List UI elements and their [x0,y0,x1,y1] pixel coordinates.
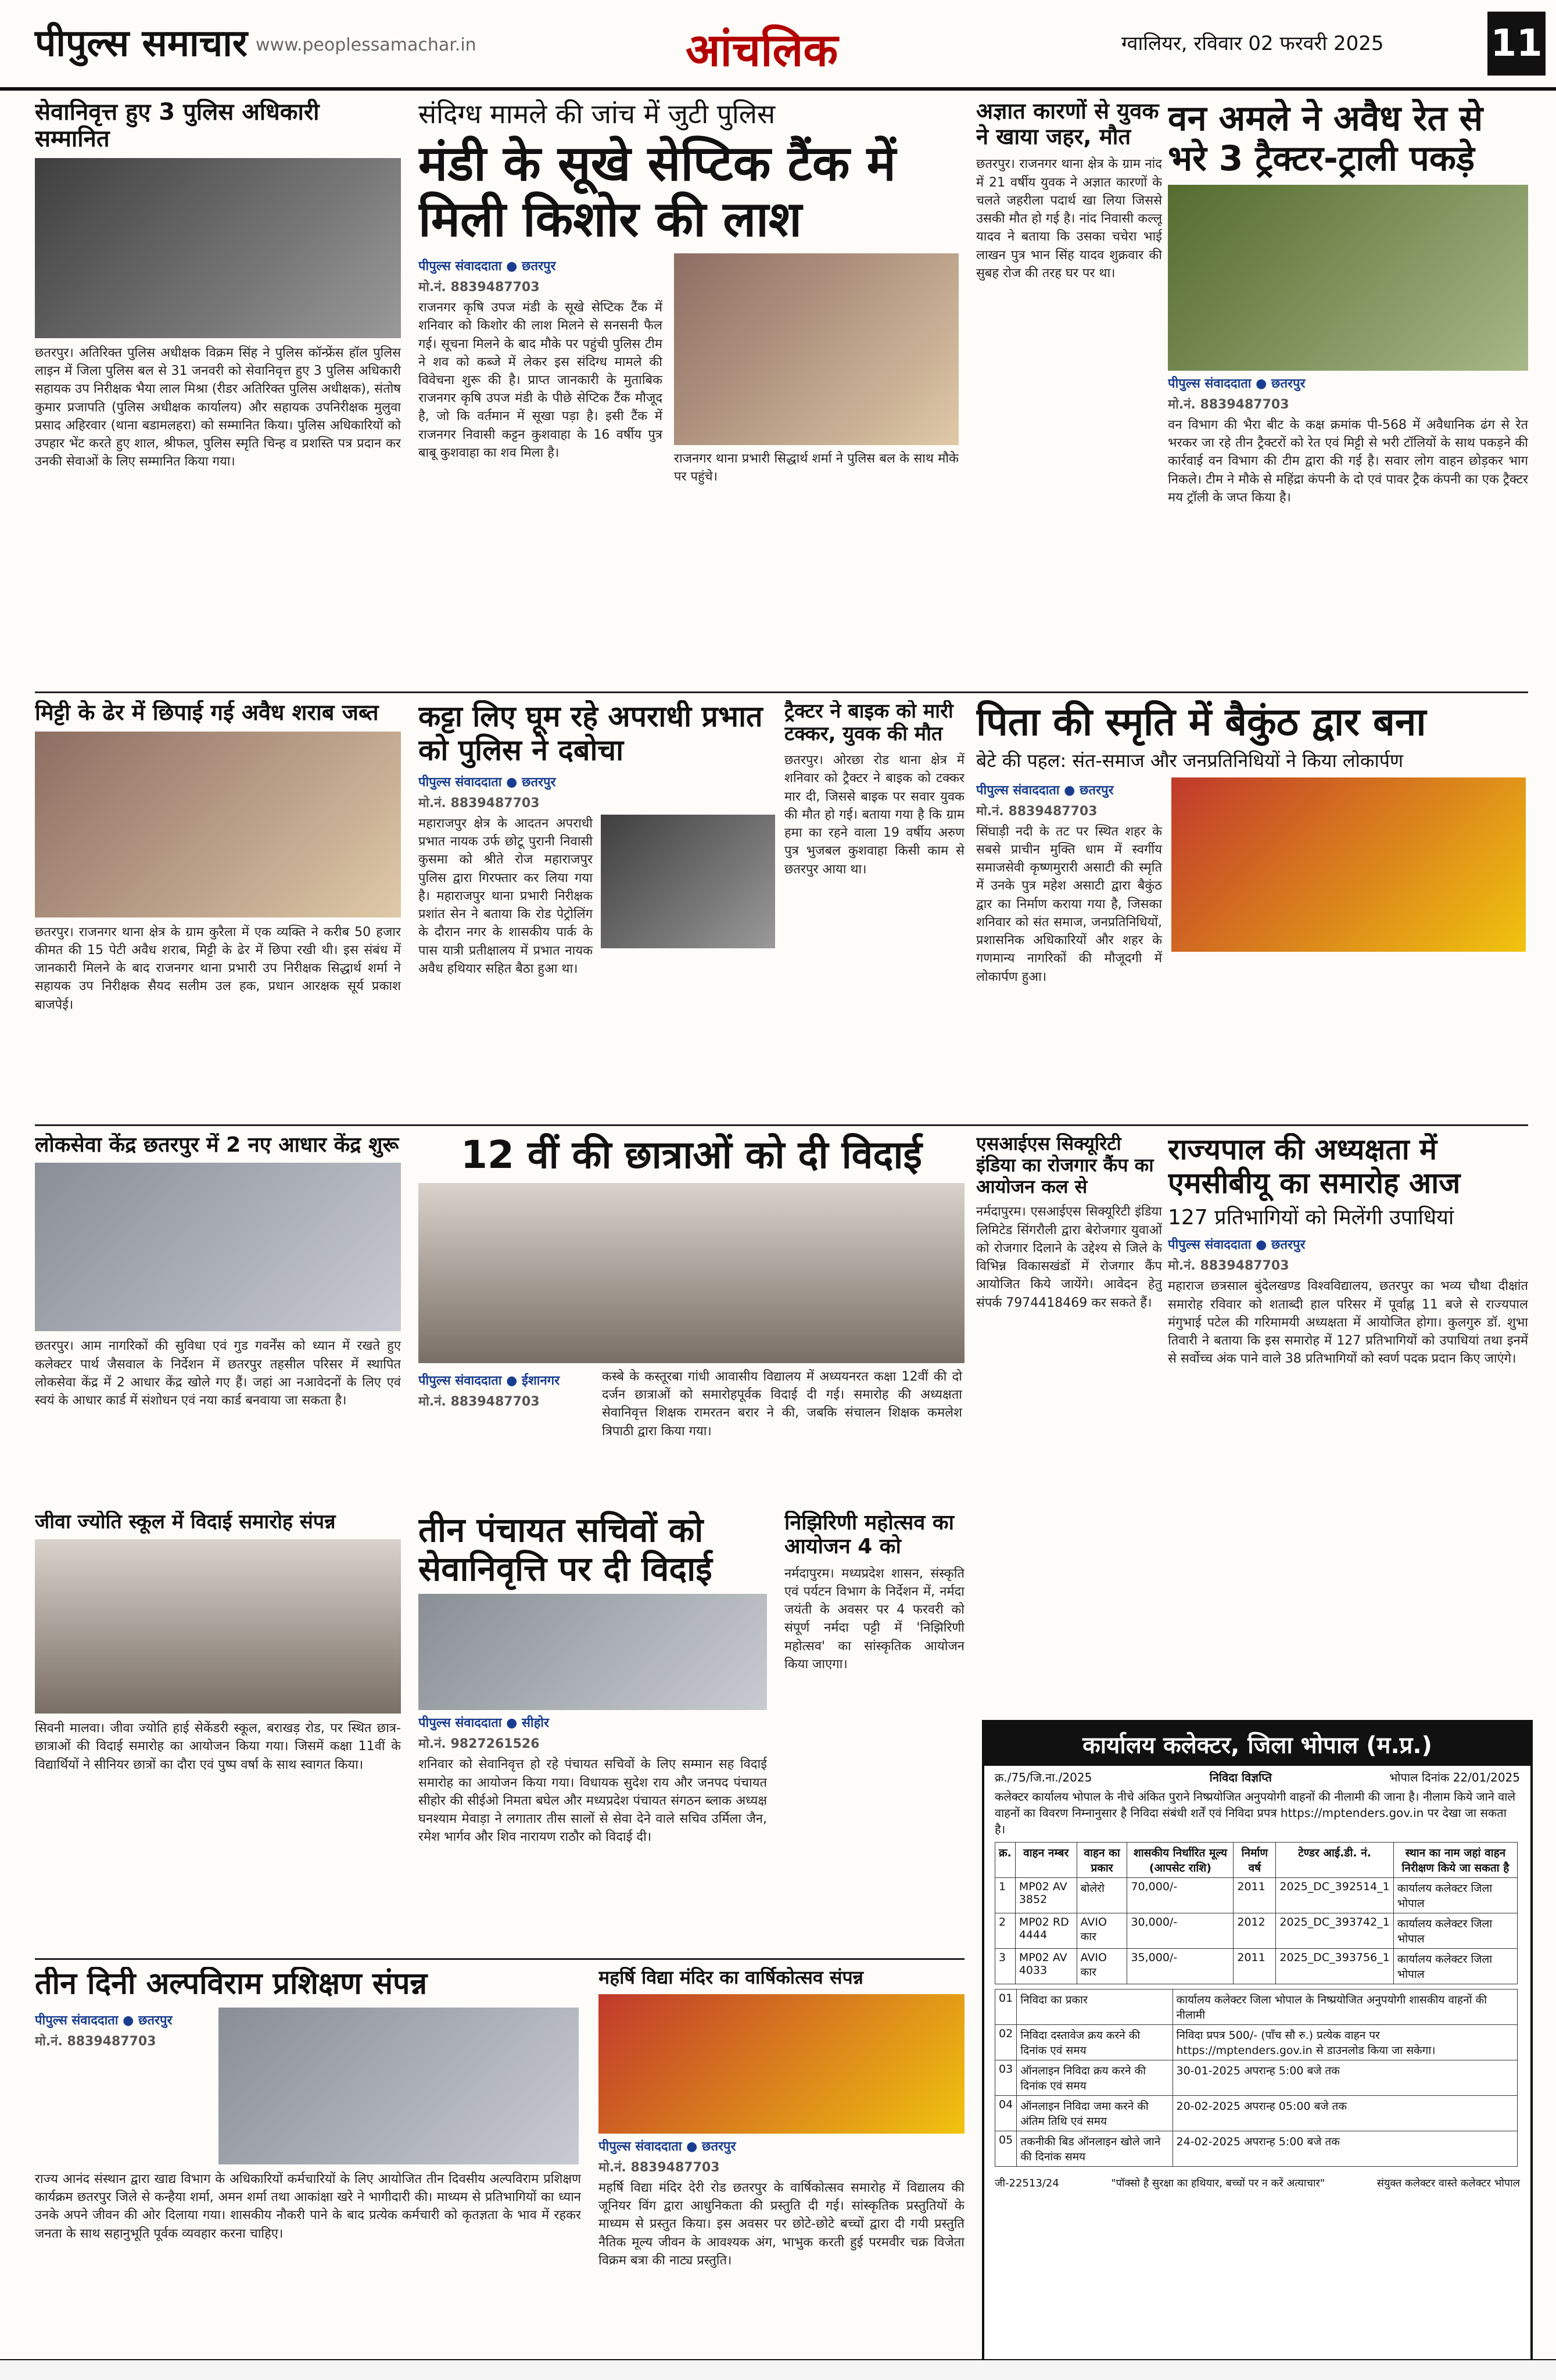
table-cell: 2025_DC_393742_1 [1276,1913,1393,1949]
story-nijhirini-festival [784,1511,965,1952]
table-cell: MP02 AV 3852 [1015,1878,1077,1913]
headline: सेवानिवृत्त हुए 3 पुलिस अधिकारी सम्मानित [35,99,320,152]
story-poison [976,99,1162,686]
photo-arrest [601,815,775,948]
table-cell: 01 [995,1990,1017,2025]
table-cell: AVIO कार [1077,1913,1127,1949]
phone: मो.नं. 8839487703 [418,280,540,295]
notice-slogan: "पॉक्सो है सुरक्षा का हथियार, बच्चों पर न करें अत्याचार" [1111,2177,1325,2189]
masthead [0,0,1556,91]
table-cell: कार्यालय कलेक्टर जिला भोपाल [1393,1878,1517,1913]
schedule-row [995,2131,1518,2167]
photo-inauguration [1171,777,1526,952]
headline: मिट्टी के ढेर में छिपाई गई अवैध शराब जब्त [35,700,379,725]
story-mcbu-convocation [1168,1133,1528,1714]
table-cell: 70,000/- [1127,1878,1234,1913]
story-jeeva-jyoti [35,1511,401,1952]
story-body: महर्षि विद्या मंदिर देरी रोड छतरपुर के वार्षिकोत्सव समारोह में विद्यालय की जूनियर विंग द्वारा आधुनिकता की प्रस्तुति दी गई। सांस्कृतिक प्रस्तुतियों के माध्यम से प्रस्तुत किया। इस अवसर पर छोटे-छोटे बच्चों द्वारा दी गयी प्रस्तुति नैतिक मूल्य जीवन के आवश्यक अंग, भाभुक करती हुई परमवीर चक्र विजेता विक्रम बत्रा की नाट्य प्रस्तुति। [598,2180,965,2268]
schedule-row [995,2060,1518,2096]
table-cell: 20-02-2025 अपरान्ह 05:00 बजे तक [1173,2096,1518,2131]
table-cell: निविदा दस्तावेज क्रय करने की दिनांक एवं समय [1017,2025,1173,2060]
phone: मो.नं. 8839487703 [35,2034,156,2049]
table-header: वाहन नम्बर [1015,1843,1077,1878]
headline: तीन पंचायत सचिवों को सेवानिवृत्ति पर दी विदाई [418,1511,712,1589]
headline: निझिरिणी महोत्सव का आयोजन 4 को [784,1511,954,1559]
print-footer-strip [0,2359,1556,2380]
notice-ref: क्र./75/जि.ना./2025 [995,1770,1092,1784]
photo-farewell-officials [418,1594,767,1710]
story-body: राज्य आनंद संस्थान द्वारा खाद्य विभाग के अधिकारियों कर्मचारियों के लिए आयोजित तीन दिवसीय अल्पविराम प्रशिक्षण कार्यक्रम छतरपुर जिले से कन्हैया शर्मा, अमन शर्मा तथा आकांक्षा खरे ने भागीदारी की। माध्यम से प्रतिभागियों का ध्यान उनके अपने जीवन की ओर दिलाया गया। शासकीय नौकरी पाने के बाद प्रत्येक कर्मचारी को कृतज्ञता के भाव में रहकर जनता के साथ सहानुभूति पूर्वक व्यवहार करना चाहिए। [35,2171,581,2241]
table-cell: 2012 [1234,1913,1276,1949]
photo-tractors [1168,185,1528,371]
table-header: निर्माण वर्ष [1234,1843,1276,1878]
headline: ट्रैक्टर ने बाइक को मारी टक्कर, युवक की मौत [784,700,953,746]
section-title: आंचलिक [686,24,838,77]
schedule-row [995,2096,1518,2131]
table-row [995,1913,1518,1949]
table-cell: 24-02-2025 अपरान्ह 5:00 बजे तक [1173,2131,1518,2167]
phone: मो.नं. 8839487703 [1168,397,1289,412]
vehicle-table [995,1842,1518,1984]
table-row [995,1949,1518,1984]
table-cell: ऑनलाइन निविदा क्रय करने की दिनांक एवं समय [1017,2060,1173,2096]
table-header: क्र. [995,1843,1016,1878]
photo-caption: राजनगर थाना प्रभारी सिद्धार्थ शर्मा ने पुलिस बल के साथ मौके पर पहुंचे। [674,451,959,485]
table-row [995,1878,1518,1913]
notice-date: भोपाल दिनांक 22/01/2025 [1389,1770,1520,1784]
byline: पीपुल्स संवाददाता ● छतरपुर [976,783,1114,798]
schedule-row [995,2025,1518,2060]
phone: मो.नं. 8839487703 [976,804,1098,819]
table-header: शासकीय निर्धारित मूल्य (आपसेट राशि) [1127,1843,1234,1878]
headline: कट्टा लिए घूम रहे अपराधी प्रभात को पुलिस ने दबोचा [418,700,763,767]
byline: पीपुल्स संवाददाता ● ईशानगर [418,1373,560,1388]
story-body: छतरपुर। राजनगर थाना क्षेत्र के ग्राम कुरैला में एक व्यक्ति ने करीब 50 हजार कीमत की 15 पेटी अवैध शराब, मिट्टी के ढेर में छिपा रखी थी। इस संबंध में जानकारी मिलने के बाद राजनगर थाना प्रभारी उप निरीक्षक सिद्धार्थ शर्मा ने सहायक उप निरीक्षक सैयद सलीम उल हक, प्रधान आरक्षक सूर्य प्रकाश बाजपेई। [35,924,401,1012]
table-cell: तकनीकी बिड ऑनलाइन खोले जाने की दिनांक समय [1017,2131,1173,2167]
headline: महर्षि विद्या मंदिर का वार्षिकोत्सव संपन्न [598,1967,863,1988]
story-body: महाराज छत्रसाल बुंदेलखण्ड विश्वविद्यालय, छतरपुर का भव्य चौथा दीक्षांत समारोह रविवार को शताब्दी हाल परिसर में पूर्वाह्न 11 बजे से राज्यपाल मंगुभाई पटेल की गरिमामयी अध्यक्षता में आयोजित होगा। कुलगुरु डॉ. शुभा तिवारी ने बताया कि इस समारोह में 127 प्रतिभागियों को उपाधियां तथा इनमें से सर्वोच्च अंक पाने वाले 38 प्रतिभागियों को स्वर्ण पदक प्रदान किए जाएंगे। [1168,1279,1528,1367]
table-cell: बोलेरो [1077,1878,1127,1913]
table-cell: 2 [995,1913,1016,1949]
kicker: संदिग्ध मामले की जांच में जुटी पुलिस [418,99,776,130]
tender-notice [982,1720,1533,2364]
byline: पीपुल्स संवाददाता ● छतरपुर [598,2139,736,2154]
table-cell: 04 [995,2096,1017,2131]
headline: मंडी के सूखे सेप्टिक टैंक में मिली किशोर की लाश [418,134,896,248]
story-body: छतरपुर। आम नागरिकों की सुविधा एवं गुड गवर्नेंस को ध्यान में रखते हुए कलेक्टर पार्थ जैसवाल के निर्देशन में छतरपुर तहसील परिसर में स्थापित लोकसेवा केंद्र में 2 आधार केंद्र खोले गए हैं। जहां आ नआवेदनों के लिए एवं स्वयं के आधार कार्ड में संशोधन एवं नया कार्ड बनवाया जा सकता है। [35,1339,401,1408]
story-sis-job-camp [976,1133,1162,1714]
story-aadhaar-centre [35,1133,401,1505]
story-body: सिंघाड़ी नदी के तट पर स्थित शहर के सबसे प्राचीन मुक्ति धाम में स्वर्गीय समाजसेवी कृष्णमुरारी असाटी की स्मृति में उनके पुत्र महेश असाटी द्वारा बैकुंठ द्वार का निर्माण कराया गया है, जिसका शनिवार को संत समाज, जनप्रतिनिधियों, प्रशासनिक अधिकारियों और शहर के गणमान्य नागरिकों की मौजूदगी में लोकार्पण हुआ। [976,824,1162,984]
photo-students [418,1183,965,1363]
table-cell: कार्यालय कलेक्टर जिला भोपाल [1393,1949,1517,1984]
story-body: शनिवार को सेवानिवृत्त हो रहे पंचायत सचिवों के लिए सम्मान सह विदाई समारोह का आयोजन किया गया। विधायक सुदेश राय और जनपद पंचायत सीहोर की सीईओ निमता बघेल और मध्यप्रदेश पंचायत संगठन ब्लाक अध्यक्ष घनश्याम मेवाड़ा ने लगातार तीस सालों से सेवा देने वाले सचिव उर्मिला जैन, रमेश भार्गव और शिव नारायण राठौर को विदाई दी। [418,1757,767,1845]
table-cell: 35,000/- [1127,1949,1234,1984]
story-class12-farewell [418,1133,965,1505]
table-cell: AVIO कार [1077,1949,1127,1984]
story-body: छतरपुर। अतिरिक्त पुलिस अधीक्षक विक्रम सिंह ने पुलिस कॉन्फ्रेंस हॉल पुलिस लाइन में जिला पुलिस बल से 31 जनवरी को सेवानिवृत्त हुए 3 पुलिस अधिकारी सहायक उप निरीक्षक भैया लाल मिश्रा (रीडर अतिरिक्त पुलिस अधीक्षक), संतोष कुमार प्रजापति (पुलिस अधीक्षक कार्यालय) और सहायक उपनिरीक्षक मुलुवा प्रसाद अहिरवार (थाना बडामलहरा) को सम्मानित किया। पुलिस अधिकारियों को उपहार भेंट करते हुए शाल, श्रीफल, पुलिस स्मृति चिन्ह व प्रशस्ति पत्र प्रदान कर उनकी सेवाओं के लिए सम्मानित किया गया। [35,346,401,469]
divider [35,691,1528,693]
table-cell: MP02 AV 4033 [1015,1949,1077,1984]
divider [35,1124,1528,1126]
table-header: स्थान का नाम जहां वाहन निरीक्षण किये जा सकता है [1393,1843,1517,1878]
photo-septic [674,253,959,445]
phone: मो.नं. 8839487703 [1168,1259,1289,1274]
subheadline: बेटे की पहल: संत-समाज और जनप्रतिनिधियों ने किया लोकार्पण [976,749,1404,772]
divider [35,1958,965,1960]
headline: तीन दिनी अल्पविराम प्रशिक्षण संपन्न [35,1967,428,2001]
table-cell: 02 [995,2025,1017,2060]
story-police-honour [35,99,401,686]
story-panchayat-secretaries [418,1511,767,1952]
notice-title: कार्यालय कलेक्टर, जिला भोपाल (म.प्र.) [984,1722,1530,1766]
photo-police-group [35,158,401,338]
headline: वन अमले ने अवैध रेत से भरे 3 ट्रैक्टर-ट्राली पकड़े [1168,99,1483,179]
headline: एसआईएस सिक्यूरिटी इंडिया का रोजगार कैंप का आयोजन कल से [976,1133,1154,1198]
table-cell: 3 [995,1949,1016,1984]
byline: पीपुल्स संवाददाता ● छतरपुर [1168,1238,1306,1253]
table-cell: 2011 [1234,1949,1276,1984]
story-body: राजनगर कृषि उपज मंडी के सूखे सेप्टिक टैंक में शनिवार को किशोर की लाश मिलने से सनसनी फैल गई। सूचना मिलने के बाद मौके पर पहुंची पुलिस टीम ने शव को कब्जे में लेकर इस संदिग्ध मामले की विवेचना शुरू की है। प्राप्त जानकारी के मुताबिक राजनगर कृषि उपज मंडी के पीछे सेप्टिक टैंक मौजूद है, जो कि वर्तमान में सूखा पड़ा है। इसी टैंक में राजनगर निवासी कट्टन कुशवाहा के 16 वर्षीय पुत्र बाबू कुशवाहा का शव मिला है। [418,300,662,460]
phone: मो.नं. 8839487703 [418,796,540,811]
table-cell: कार्यालय कलेक्टर जिला भोपाल के निष्प्रयोजित अनुपयोगी शासकीय वाहनों की नीलामी [1173,1990,1518,2025]
schedule-row [995,1990,1518,2025]
table-cell: 03 [995,2060,1017,2096]
story-body: वन विभाग की भैरा बीट के कक्ष क्रमांक पी-568 में अवैधानिक ढंग से रेत भरकर जा रहे तीन ट्रैक्टरों को रेत एवं मिट्टी से भरी टॉलियों के साथ पकड़ने की कार्रवाई वन विभाग की टीम द्वारा की गई है। सवार लोग वाहन छोड़कर भाग निकले। टीम ने मौके से महिंद्रा कंपनी के दो एवं पावर ट्रैक कंपनी का एक ट्रैक्टर मय ट्रॉली के जप्त किया है। [1168,418,1528,505]
table-cell: ऑनलाइन निविदा जमा करने की अंतिम तिथि एवं समय [1017,2096,1173,2131]
photo-aadhaar-centre [35,1163,401,1331]
notice-intro: कलेक्टर कार्यालय भोपाल के नीचे अंकित पुराने निष्प्रयोजित अनुपयोगी वाहनों की नीलामी की जाना है। नीलाम किये जाने वाले वाहनों का विवरण निम्नानुसार है निविदा संबंधी शर्तें एवं निविदा प्रपत्र https://mptenders.gov.in पर देखा जा सकता है। [995,1790,1516,1836]
photo-annual-function [598,1994,965,2134]
story-body: कस्बे के कस्तूरबा गांधी आवासीय विद्यालय में अध्ययनरत कक्षा 12वीं की दो दर्जन छात्राओं को समारोहपूर्वक विदाई दी गई। समारोह की अध्यक्षता सेवानिवृत्त शिक्षक रामरतन बरार ने की, जबकि संचालन शिक्षक कमलेश त्रिपाठी द्वारा किया गया। [602,1369,962,1439]
website-url[interactable]: www.peoplessamachar.in [256,35,476,55]
story-body: नर्मदापुरम। एसआईएस सिक्यूरिटी इंडिया लिमिटेड सिंगरौली द्वारा बेरोजगार युवाओं को रोजगार दिलाने के उद्देश्य से जिले के विभिन्न विकासखंडों में रोजगार कैंप आयोजित किये जायेंगे। आवेदन हेतु संपर्क 7974418469 कर सकते हैं। [976,1205,1162,1310]
table-cell: 30,000/- [1127,1913,1234,1949]
notice-type: निविदा विज्ञप्ति [1209,1770,1272,1784]
table-cell: 2025_DC_392514_1 [1276,1878,1393,1913]
story-sand-tractors [1168,99,1528,686]
headline: लोकसेवा केंद्र छतरपुर में 2 नए आधार केंद्र शुरू [35,1133,399,1157]
table-header: टेण्डर आई.डी. नं. [1276,1843,1393,1878]
story-baikunth-dwar [976,700,1528,1119]
table-cell: निविदा का प्रकार [1017,1990,1173,2025]
story-tractor-accident [784,700,965,1119]
table-cell: 1 [995,1878,1016,1913]
phone: मो.नं. 8839487703 [418,1394,540,1409]
table-cell: कार्यालय कलेक्टर जिला भोपाल [1393,1913,1517,1949]
byline: पीपुल्स संवाददाता ● छतरपुर [35,2013,173,2028]
photo-training [218,2008,579,2164]
table-cell: MP02 RD 4444 [1015,1913,1077,1949]
schedule-table [995,1989,1518,2167]
table-cell: 2011 [1234,1878,1276,1913]
byline: पीपुल्स संवाददाता ● सीहोर [418,1716,549,1731]
story-body: नर्मदापुरम। मध्यप्रदेश शासन, संस्कृति एवं पर्यटन विभाग के निर्देशन में, नर्मदा जयंती के अवसर पर 4 फरवरी को संपूर्ण नर्मदा पट्टी में 'निझिरिणी महोत्सव' का सांस्कृतिक आयोजन किया जाएगा। [784,1566,965,1672]
headline: 12 वीं की छात्राओं को दी विदाई [461,1133,922,1177]
story-body: छतरपुर। राजनगर थाना क्षेत्र के ग्राम नांद में 21 वर्षीय युवक ने अज्ञात कारणों के चलते जहरीला पदार्थ खा लिया जिससे उसकी मौत हो गई है। नांद निवासी कल्लू यादव ने बताया कि उसका चचेरा भाई लाखन पुत्र भान सिंह यादव शुक्रवार की सुबह रोज की तरह घर पर था। [976,157,1162,281]
story-liquor [35,700,401,1119]
story-maharshi-annual-day [598,1967,965,2356]
table-cell: 05 [995,2131,1017,2167]
headline: राज्यपाल की अध्यक्षता में एमसीबीयू का समारोह आज [1168,1133,1461,1200]
headline: जीवा ज्योति स्कूल में विदाई समारोह संपन्न [35,1511,336,1533]
story-body: महाराजपुर क्षेत्र के आदतन अपराधी प्रभात नायक उर्फ छोटू पुरानी निवासी कुसमा को श्रीते रोज महाराजपुर पुलिस द्वारा गिरफ्तार कर लिया गया है। महाराजपुर थाना प्रभारी निरीक्षक प्रशांत सेन ने बताया कि रोड पेट्रोलिंग के दौरान नगर के शासकीय पार्क के पास यात्री प्रतीक्षालय में प्रभात नायक अवैध हथियार सहित बैठा हुआ था। [418,816,593,976]
story-training [35,1967,581,2356]
newspaper-logo: पीपुल्स समाचार [35,22,248,65]
notice-code: जी-22513/24 [995,2177,1059,2189]
byline: पीपुल्स संवाददाता ● छतरपुर [1168,377,1306,391]
story-criminal-arrest [418,700,779,1119]
page-number: 11 [1487,12,1546,76]
headline: पिता की स्मृति में बैकुंठ द्वार बना [976,700,1426,744]
phone: मो.नं. 8839487703 [598,2160,720,2175]
story-septic-tank [418,99,959,686]
byline: पीपुल्स संवाददाता ● छतरपुर [418,775,556,790]
table-cell: निविदा प्रपत्र 500/- (पाँच सौ रु.) प्रत्येक वाहन पर https://mptenders.gov.in से डाउनलोड किया जा सकेगा। [1173,2025,1518,2060]
table-header: वाहन का प्रकार [1077,1843,1127,1878]
subheadline: 127 प्रतिभागियों को मिलेंगी उपाधियां [1168,1206,1454,1230]
table-cell: 2025_DC_393756_1 [1276,1949,1393,1984]
table-cell: 30-01-2025 अपरान्ह 5:00 बजे तक [1173,2060,1518,2096]
photo-liquor-seized [35,732,401,917]
dateline: ग्वालियर, रविवार 02 फरवरी 2025 [1121,32,1384,55]
phone: मो.नं. 9827261526 [418,1737,540,1752]
notice-signatory: संयुक्त कलेक्टर वास्ते कलेक्टर भोपाल [1376,2177,1520,2189]
story-body: सिवनी मालवा। जीवा ज्योति हाई सेकेंडरी स्कूल, बराखड़ रोड, पर स्थित छात्र-छात्राओं की विदाई समारोह का आयोजन किया गया। जिसमें कक्षा 11वीं के विद्यार्थियों ने सीनियर छात्रों का दौरा एवं पुष्प वर्षा के साथ स्वागत किया। [35,1721,401,1772]
byline: पीपुल्स संवाददाता ● छतरपुर [418,259,556,274]
story-body: छतरपुर। ओरछा रोड थाना क्षेत्र में शनिवार को ट्रैक्टर ने बाइक को टक्कर मार दी, जिससे बाइक पर सवार युवक की मौत हो गई। बताया गया है कि ग्राम हमा का रहने वाला 19 वर्षीय अरुण पुत्र भुजबल कुशवाहा किसी काम से छतरपुर आया था। [784,753,965,877]
headline: अज्ञात कारणों से युवक ने खाया जहर, मौत [976,99,1159,149]
photo-school-group [35,1539,401,1714]
